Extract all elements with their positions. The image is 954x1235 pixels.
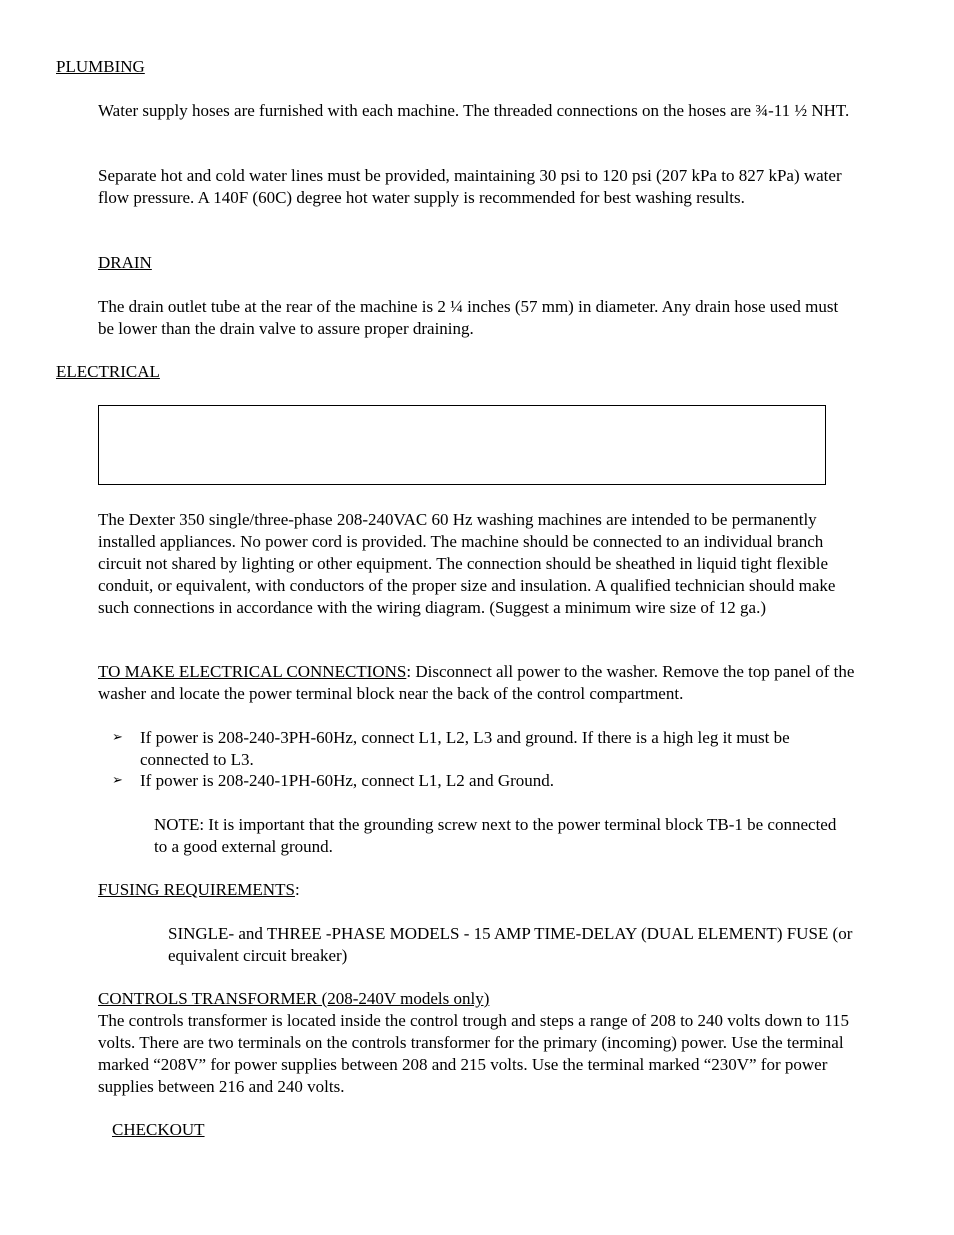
warning-box — [98, 405, 826, 485]
electrical-connections-paragraph — [98, 661, 858, 705]
transformer-heading: CONTROLS TRANSFORMER (208-240V models only) — [98, 989, 490, 1008]
plumbing-heading: PLUMBING — [56, 57, 145, 76]
plumbing-paragraph-hoses: Water supply hoses are furnished with each machine. The threaded connections on the hoses are ¾-11 ½ NHT. — [98, 101, 850, 120]
transformer-paragraph: The controls transformer is located inside the control trough and steps a range of 208 to 240 volts down to 115 volts. There are two terminals on the controls transformer for the primary (incoming) power. Use the terminal marked “208V” for power supplies between 208 and 215 volts. Use the terminal marked “230V” for power supplies between 216 and 240 volts. — [98, 1011, 849, 1096]
checkout-heading: CHECKOUT — [112, 1120, 205, 1139]
bullet-text: If power is 208-240-3PH-60Hz, connect L1, L2, L3 and ground. If there is a high leg it must be connected to L3. — [140, 728, 790, 769]
connections-text: : Disconnect all power to the washer. Remove the top panel of the washer and locate the power terminal block near the back of the control compartment. — [98, 662, 855, 703]
arrow-bullet-icon: ➢ — [112, 730, 123, 745]
electrical-intro-paragraph: The Dexter 350 single/three-phase 208-240VAC 60 Hz washing machines are intended to be permanently installed appliances. No power cord is provided. The machine should be connected to an individual branch circuit not shared by lighting or other equipment. The connection should be sheathed in liquid tight flexible conduit, or equivalent, with conductors of the proper size and insulation. A qualified technician should make such connections in accordance with the wiring diagram. (Suggest a minimum wire size of 12 ga.) — [98, 510, 836, 617]
plumbing-paragraph-pressure: Separate hot and cold water lines must be provided, maintaining 30 psi to 120 psi (207 kPa to 827 kPa) water flow pressure. A 140F (60C) degree hot water supply is recommended for best washing results. — [98, 166, 842, 207]
electrical-heading: ELECTRICAL — [56, 362, 160, 381]
fusing-heading-line — [98, 879, 300, 901]
bullet-text: If power is 208-240-1PH-60Hz, connect L1, L2 and Ground. — [140, 771, 555, 790]
connections-label: TO MAKE ELECTRICAL CONNECTIONS — [98, 662, 407, 681]
fusing-text: SINGLE- and THREE -PHASE MODELS - 15 AMP TIME-DELAY (DUAL ELEMENT) FUSE (or equivalent circuit breaker) — [168, 924, 853, 965]
fusing-colon: : — [294, 880, 300, 899]
arrow-bullet-icon: ➢ — [112, 773, 123, 788]
drain-heading: DRAIN — [98, 253, 152, 272]
fusing-heading: FUSING REQUIREMENTS — [98, 880, 295, 899]
grounding-note: NOTE: It is important that the grounding screw next to the power terminal block TB-1 be connected to a good external ground. — [154, 815, 837, 856]
drain-paragraph: The drain outlet tube at the rear of the machine is 2 ¼ inches (57 mm) in diameter. Any drain hose used must be lower than the drain valve to assure proper draining. — [98, 297, 839, 338]
